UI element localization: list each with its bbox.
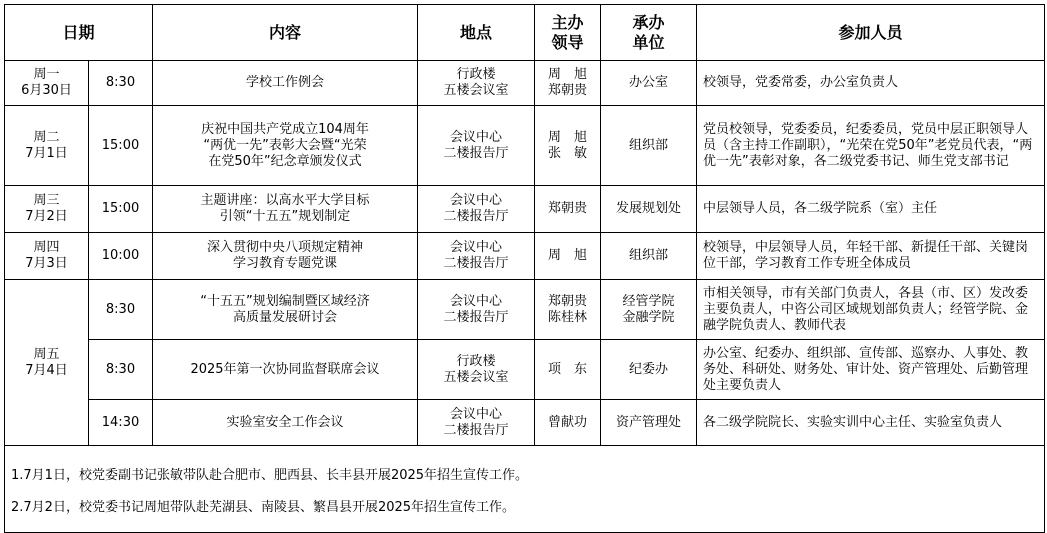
header-date: 日期 <box>5 5 153 61</box>
time-cell: 10:00 <box>89 233 153 280</box>
time-cell: 8:30 <box>89 61 153 106</box>
notes-cell <box>5 446 1045 533</box>
leader-cell: 周 旭 张 敏 <box>535 106 601 186</box>
leader-cell: 周 旭 郑朝贵 <box>535 61 601 106</box>
header-unit: 承办 单位 <box>601 5 697 61</box>
leader-cell: 曾献功 <box>535 400 601 446</box>
location-cell: 会议中心 二楼报告厅 <box>418 106 535 186</box>
header-leader: 主办 领导 <box>535 5 601 61</box>
header-participants: 参加人员 <box>697 5 1045 61</box>
unit-cell: 组织部 <box>601 106 697 186</box>
notes-row <box>5 446 1045 533</box>
location-cell: 会议中心 二楼报告厅 <box>418 400 535 446</box>
location-cell: 行政楼 五楼会议室 <box>418 340 535 400</box>
participants-cell: 中层领导人员，各二级学院系（室）主任 <box>697 186 1045 233</box>
leader-cell: 周 旭 <box>535 233 601 280</box>
content-cell: 深入贯彻中央八项规定精神 学习教育专题党课 <box>153 233 418 280</box>
unit-cell: 组织部 <box>601 233 697 280</box>
time-cell: 15:00 <box>89 106 153 186</box>
weekly-schedule-table <box>4 4 1045 533</box>
content-cell: 实验室安全工作会议 <box>153 400 418 446</box>
content-cell: 学校工作例会 <box>153 61 418 106</box>
day-cell: 周四 7月3日 <box>5 233 89 280</box>
participants-cell: 校领导，中层领导人员，年轻干部、新提任干部、关键岗位干部，学习教育工作专班全体成员 <box>697 233 1045 280</box>
participants-cell: 办公室、纪委办、组织部、宣传部、巡察办、人事处、教务处、科研处、财务处、审计处、资产管理处、后勤管理处主要负责人 <box>697 340 1045 400</box>
unit-cell: 经管学院 金融学院 <box>601 280 697 340</box>
content-cell: 主题讲座：以高水平大学目标 引领“十五五”规划制定 <box>153 186 418 233</box>
time-cell: 8:30 <box>89 280 153 340</box>
table-row <box>5 340 1045 400</box>
content-cell: “十五五”规划编制暨区域经济 高质量发展研讨会 <box>153 280 418 340</box>
leader-cell: 郑朝贵 <box>535 186 601 233</box>
participants-cell: 党员校领导，党委委员，纪委委员，党员中层正职领导人员（含主持工作副职），“光荣在党50年”老党员代表，“两优一先”表彰对象，各二级党委书记、师生党支部书记 <box>697 106 1045 186</box>
content-cell: 2025年第一次协同监督联席会议 <box>153 340 418 400</box>
note-line: 2.7月2日，校党委书记周旭带队赴芜湖县、南陵县、繁昌县开展2025年招生宣传工作。 <box>11 500 516 515</box>
content-cell: 庆祝中国共产党成立104周年 “两优一先”表彰大会暨“光荣 在党50年”纪念章颁发仪式 <box>153 106 418 186</box>
participants-cell: 校领导，党委常委，办公室负责人 <box>697 61 1045 106</box>
table-row <box>5 61 1045 106</box>
table-row <box>5 233 1045 280</box>
leader-cell: 项 东 <box>535 340 601 400</box>
header-location: 地点 <box>418 5 535 61</box>
table-row <box>5 400 1045 446</box>
table-row <box>5 280 1045 340</box>
location-cell: 会议中心 二楼报告厅 <box>418 233 535 280</box>
day-cell: 周一 6月30日 <box>5 61 89 106</box>
note-line: 1.7月1日，校党委副书记张敏带队赴合肥市、肥西县、长丰县开展2025年招生宣传工作。 <box>11 468 529 483</box>
table-row <box>5 186 1045 233</box>
time-cell: 14:30 <box>89 400 153 446</box>
leader-cell: 郑朝贵 陈桂林 <box>535 280 601 340</box>
location-cell: 会议中心 二楼报告厅 <box>418 280 535 340</box>
time-cell: 8:30 <box>89 340 153 400</box>
table-row <box>5 106 1045 186</box>
location-cell: 行政楼 五楼会议室 <box>418 61 535 106</box>
header-content: 内容 <box>153 5 418 61</box>
unit-cell: 资产管理处 <box>601 400 697 446</box>
unit-cell: 发展规划处 <box>601 186 697 233</box>
unit-cell: 纪委办 <box>601 340 697 400</box>
participants-cell: 市相关领导，市有关部门负责人，各县（市、区）发改委主要负责人，中咨公司区域规划部负责人；经管学院、金融学院负责人、教师代表 <box>697 280 1045 340</box>
day-cell: 周二 7月1日 <box>5 106 89 186</box>
participants-cell: 各二级学院院长、实验实训中心主任、实验室负责人 <box>697 400 1045 446</box>
unit-cell: 办公室 <box>601 61 697 106</box>
location-cell: 会议中心 二楼报告厅 <box>418 186 535 233</box>
day-cell: 周五 7月4日 <box>5 280 89 446</box>
header-row <box>5 5 1045 61</box>
time-cell: 15:00 <box>89 186 153 233</box>
day-cell: 周三 7月2日 <box>5 186 89 233</box>
